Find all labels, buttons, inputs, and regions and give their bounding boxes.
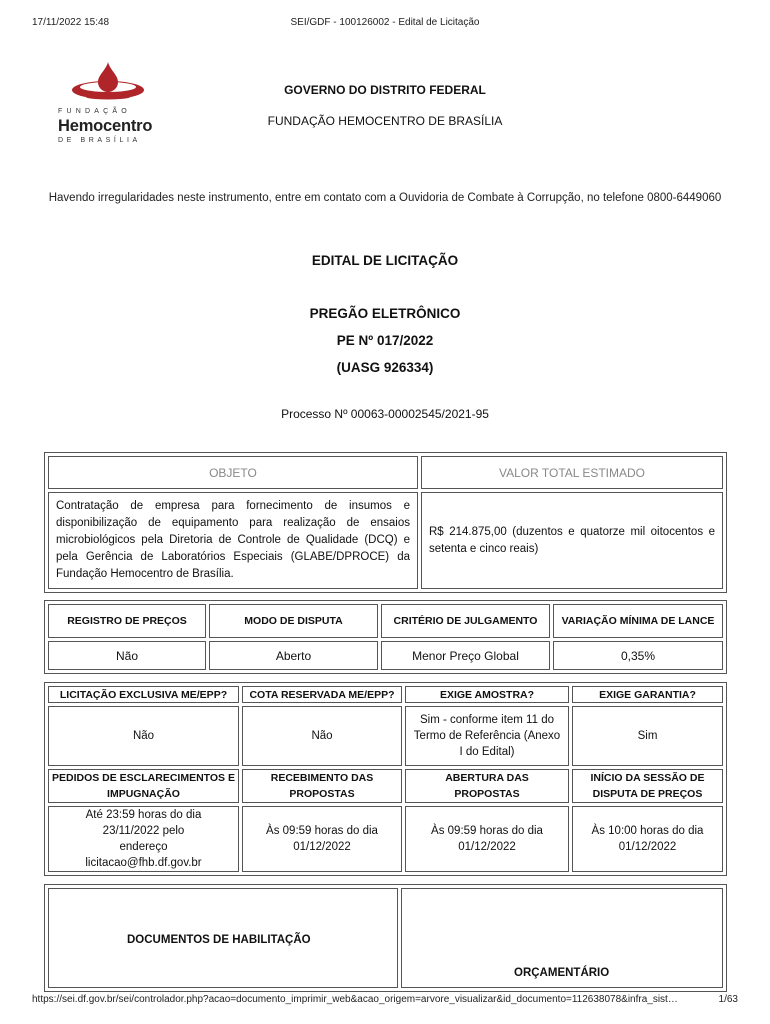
print-datetime: 17/11/2022 15:48 — [32, 17, 110, 28]
registro-table — [44, 600, 727, 674]
modo-value: Aberto — [209, 641, 378, 670]
org-title: FUNDAÇÃO HEMOCENTRO DE BRASÍLIA — [267, 114, 503, 128]
orcamentario-label: ORÇAMENTÁRIO — [514, 967, 610, 979]
pe-number: PE Nº 017/2022 — [336, 333, 434, 348]
exclusiva-header: LICITAÇÃO EXCLUSIVA ME/EPP? — [48, 686, 239, 703]
cota-value: Não — [242, 706, 402, 766]
registro-header: REGISTRO DE PREÇOS — [48, 604, 206, 638]
modo-header: MODO DE DISPUTA — [209, 604, 378, 638]
variacao-header: VARIAÇÃO MÍNIMA DE LANCE — [553, 604, 723, 638]
logo-line-brasilia: DE BRASÍLIA — [58, 137, 141, 144]
recebimento-header: RECEBIMENTO DAS PROPOSTAS — [242, 769, 402, 803]
gov-title: GOVERNO DO DISTRITO FEDERAL — [284, 83, 486, 97]
objeto-header: OBJETO — [48, 456, 418, 489]
ouvidoria-notice: Havendo irregularidades neste instrumento, entre em contato com a Ouvidoria de Combate à Corrupção, no telefone 0800-6449060 — [48, 192, 722, 204]
recebimento-value: Às 09:59 horas do dia 01/12/2022 — [242, 806, 402, 872]
amostra-header: EXIGE AMOSTRA? — [405, 686, 569, 703]
uasg-number: (UASG 926334) — [336, 360, 434, 375]
processo-number: Processo Nº 00063-00002545/2021-95 — [281, 407, 489, 421]
amostra-value: Sim - conforme item 11 do Termo de Referência (Anexo I do Edital) — [405, 706, 569, 766]
document-url: https://sei.df.gov.br/sei/controlador.php?acao=documento_imprimir_web&acao_origem=arvore_visualizar&id_documento=112638078&infra_sist… — [32, 994, 678, 1005]
esclarecimentos-value: Até 23:59 horas do dia 23/11/2022 pelo endereço licitacao@fhb.df.gov.br — [48, 806, 239, 872]
registro-value: Não — [48, 641, 206, 670]
garantia-value: Sim — [572, 706, 723, 766]
edital-title: EDITAL DE LICITAÇÃO — [311, 253, 459, 268]
logo-line-hemocentro: Hemocentro — [58, 117, 153, 135]
orcamentario-cell — [401, 888, 723, 988]
print-footer — [32, 994, 738, 1010]
objeto-table — [44, 452, 727, 593]
hemocentro-logo — [58, 60, 162, 150]
exclusiva-value: Não — [48, 706, 239, 766]
documentos-table — [44, 884, 727, 992]
blood-drop-icon — [58, 60, 162, 106]
habilitacao-label: DOCUMENTOS DE HABILITAÇÃO — [127, 934, 311, 946]
esclarecimentos-header: PEDIDOS DE ESCLARECIMENTOS E IMPUGNAÇÃO — [48, 769, 239, 803]
print-header — [32, 17, 738, 31]
page-number: 1/63 — [718, 994, 738, 1005]
exclusiva-table — [44, 682, 727, 876]
logo-line-fundacao: FUNDAÇÃO — [58, 108, 131, 115]
habilitacao-cell — [48, 888, 398, 988]
objeto-text: Contratação de empresa para fornecimento de insumos e disponibilização de equipamento para realização de ensaios microbiológicos pela Diretoria de Controle de Qualidade (DCQ) e pela Gerência de Laboratórios Especiais (GLABE/DPROCE) da Fundação Hemocentro de Brasília. — [48, 492, 418, 589]
cota-header: COTA RESERVADA ME/EPP? — [242, 686, 402, 703]
pregao-title: PREGÃO ELETRÔNICO — [309, 306, 461, 321]
garantia-header: EXIGE GARANTIA? — [572, 686, 723, 703]
print-title: SEI/GDF - 100126002 - Edital de Licitação — [290, 17, 480, 28]
criterio-value: Menor Preço Global — [381, 641, 550, 670]
inicio-sessao-value: Às 10:00 horas do dia 01/12/2022 — [572, 806, 723, 872]
valor-text: R$ 214.875,00 (duzentos e quatorze mil oitocentos e setenta e cinco reais) — [421, 492, 723, 589]
inicio-sessao-header: INÍCIO DA SESSÃO DE DISPUTA DE PREÇOS — [572, 769, 723, 803]
abertura-header: ABERTURA DAS PROPOSTAS — [405, 769, 569, 803]
abertura-value: Às 09:59 horas do dia 01/12/2022 — [405, 806, 569, 872]
valor-header: VALOR TOTAL ESTIMADO — [421, 456, 723, 489]
criterio-header: CRITÉRIO DE JULGAMENTO — [381, 604, 550, 638]
variacao-value: 0,35% — [553, 641, 723, 670]
